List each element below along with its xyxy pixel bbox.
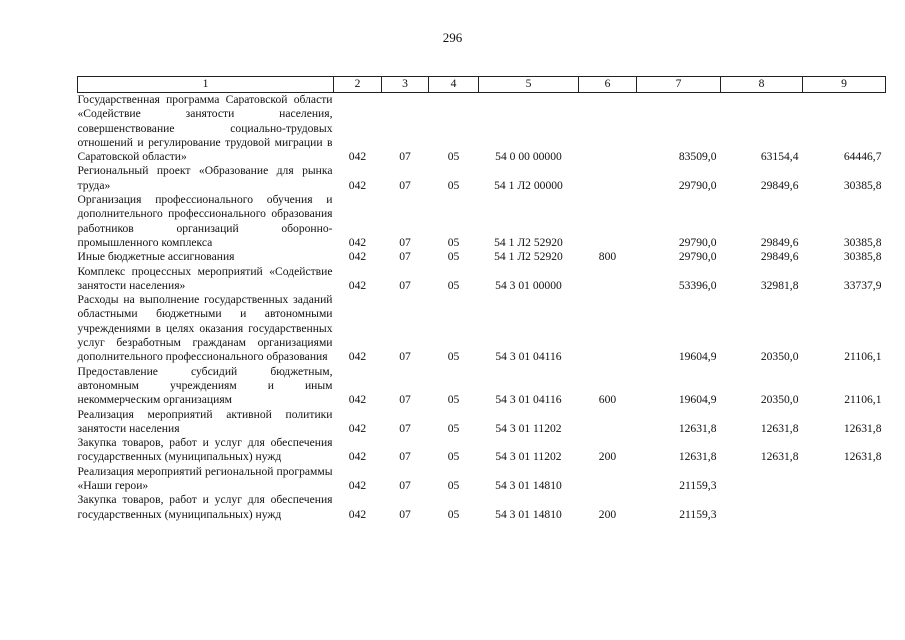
column-header: 7 bbox=[637, 77, 721, 93]
cell-amount-3: 12631,8 bbox=[843, 421, 882, 435]
table-row bbox=[78, 293, 886, 364]
cell-amount-1: 83509,0 bbox=[678, 150, 717, 164]
cell-target-article: 54 1 Л2 52920 bbox=[494, 250, 563, 264]
cell-code: 042 bbox=[348, 479, 367, 493]
cell-section: 07 bbox=[399, 507, 411, 521]
cell-amount-1: 29790,0 bbox=[678, 178, 717, 192]
cell-amount-1: 19604,9 bbox=[678, 350, 717, 364]
table-row bbox=[78, 436, 886, 465]
row-name: Иные бюджетные ассигнования bbox=[77, 250, 235, 264]
cell-subsection: 05 bbox=[447, 507, 460, 521]
cell-section: 07 bbox=[399, 421, 411, 435]
cell-subsection: 05 bbox=[447, 250, 460, 264]
cell-amount-3 bbox=[803, 493, 886, 522]
row-name: Предоставление субсидий бюджетным, автономным учреждениям и иным некоммерческим организациям bbox=[77, 364, 333, 407]
cell-code: 042 bbox=[348, 393, 367, 407]
column-header: 6 bbox=[579, 77, 637, 93]
table-row bbox=[78, 365, 886, 408]
column-header: 9 bbox=[803, 77, 886, 93]
cell-section: 07 bbox=[399, 250, 411, 264]
column-header: 2 bbox=[334, 77, 382, 93]
row-name: Реализация мероприятий активной политики занятости населения bbox=[77, 407, 333, 435]
budget-table bbox=[77, 76, 886, 522]
row-name: Региональный проект «Образование для рынка труда» bbox=[77, 164, 333, 192]
cell-amount-2: 32981,8 bbox=[760, 278, 799, 292]
cell-section: 07 bbox=[399, 278, 411, 292]
table-row bbox=[78, 493, 886, 522]
cell-expense-type bbox=[579, 193, 637, 250]
cell-subsection: 05 bbox=[447, 235, 460, 249]
cell-code: 042 bbox=[348, 350, 367, 364]
cell-code: 042 bbox=[348, 178, 367, 192]
cell-amount-1: 29790,0 bbox=[678, 250, 717, 264]
cell-amount-3: 30385,8 bbox=[843, 235, 882, 249]
cell-amount-2 bbox=[721, 465, 803, 494]
cell-code: 042 bbox=[348, 150, 367, 164]
table-body bbox=[78, 93, 886, 522]
cell-subsection: 05 bbox=[447, 421, 460, 435]
cell-amount-3: 12631,8 bbox=[843, 450, 882, 464]
column-header: 8 bbox=[721, 77, 803, 93]
cell-target-article: 54 1 Л2 00000 bbox=[494, 178, 563, 192]
cell-subsection: 05 bbox=[447, 479, 460, 493]
row-name: Государственная программа Саратовской области «Содействие занятости населения, совершенствование социально-трудовых отношений и регулирование трудовой миграции в Саратовской области» bbox=[77, 93, 333, 164]
cell-expense-type bbox=[579, 293, 637, 364]
cell-code: 042 bbox=[348, 235, 367, 249]
cell-section: 07 bbox=[399, 393, 411, 407]
cell-target-article: 54 0 00 00000 bbox=[495, 150, 562, 164]
table-row bbox=[78, 465, 886, 494]
table-row bbox=[78, 265, 886, 294]
cell-target-article: 54 3 01 11202 bbox=[495, 450, 562, 464]
cell-amount-2 bbox=[721, 493, 803, 522]
table-row bbox=[78, 193, 886, 250]
row-name: Реализация мероприятий региональной программы «Наши герои» bbox=[77, 464, 333, 493]
row-name: Комплекс процессных мероприятий «Содействие занятости населения» bbox=[77, 264, 333, 292]
cell-target-article: 54 3 01 00000 bbox=[495, 278, 562, 292]
cell-subsection: 05 bbox=[447, 450, 460, 464]
table-row bbox=[78, 164, 886, 193]
cell-target-article: 54 3 01 11202 bbox=[495, 421, 562, 435]
cell-subsection: 05 bbox=[447, 150, 460, 164]
cell-subsection: 05 bbox=[447, 178, 460, 192]
cell-amount-2: 63154,4 bbox=[760, 150, 799, 164]
cell-amount-1: 19604,9 bbox=[678, 393, 717, 407]
cell-code: 042 bbox=[348, 278, 367, 292]
cell-subsection: 05 bbox=[447, 278, 460, 292]
cell-amount-1: 12631,8 bbox=[678, 421, 717, 435]
cell-section: 07 bbox=[399, 235, 411, 249]
row-name: Организация профессионального обучения и дополнительного профессионального образования работников организаций оборонно-промышленного комплекса bbox=[77, 193, 333, 249]
column-header: 5 bbox=[479, 77, 579, 93]
cell-expense-type: 200 bbox=[598, 450, 617, 464]
cell-amount-3: 21106,1 bbox=[844, 350, 882, 364]
cell-amount-1: 29790,0 bbox=[678, 235, 717, 249]
cell-code: 042 bbox=[348, 421, 367, 435]
table-row bbox=[78, 250, 886, 264]
cell-amount-2: 20350,0 bbox=[760, 350, 799, 364]
cell-amount-1: 21159,3 bbox=[679, 479, 717, 493]
cell-section: 07 bbox=[399, 178, 411, 192]
cell-amount-2: 29849,6 bbox=[760, 250, 799, 264]
cell-expense-type bbox=[579, 265, 637, 294]
column-header: 4 bbox=[429, 77, 479, 93]
cell-expense-type bbox=[579, 93, 637, 165]
cell-expense-type: 200 bbox=[598, 507, 617, 521]
column-header: 3 bbox=[382, 77, 429, 93]
cell-amount-2: 29849,6 bbox=[760, 178, 799, 192]
cell-amount-1: 53396,0 bbox=[678, 278, 717, 292]
cell-code: 042 bbox=[348, 250, 367, 264]
cell-section: 07 bbox=[399, 350, 411, 364]
cell-target-article: 54 3 01 14810 bbox=[495, 479, 562, 493]
cell-subsection: 05 bbox=[447, 350, 460, 364]
column-header: 1 bbox=[78, 77, 334, 93]
table-row bbox=[78, 408, 886, 437]
cell-target-article: 54 3 01 04116 bbox=[495, 350, 562, 364]
cell-amount-3: 30385,8 bbox=[843, 178, 882, 192]
header-row bbox=[78, 77, 886, 93]
cell-target-article: 54 3 01 04116 bbox=[495, 393, 562, 407]
cell-section: 07 bbox=[399, 150, 411, 164]
cell-code: 042 bbox=[348, 507, 367, 521]
cell-amount-3: 21106,1 bbox=[844, 393, 882, 407]
cell-expense-type bbox=[579, 164, 637, 193]
cell-amount-3: 64446,7 bbox=[843, 150, 882, 164]
cell-amount-1: 12631,8 bbox=[678, 450, 717, 464]
row-name: Закупка товаров, работ и услуг для обеспечения государственных (муниципальных) нужд bbox=[77, 436, 333, 464]
table-row bbox=[78, 93, 886, 165]
cell-subsection: 05 bbox=[447, 393, 460, 407]
cell-amount-3 bbox=[803, 465, 886, 494]
cell-code: 042 bbox=[348, 450, 367, 464]
cell-expense-type: 800 bbox=[598, 250, 617, 264]
cell-section: 07 bbox=[399, 479, 411, 493]
cell-section: 07 bbox=[399, 450, 411, 464]
cell-expense-type bbox=[579, 465, 637, 494]
cell-expense-type: 600 bbox=[598, 393, 617, 407]
row-name: Расходы на выполнение государственных заданий областными бюджетными и автономными учреждениями в целях оказания государственных услуг безработным гражданам организациями дополнительного профессионального образования bbox=[77, 293, 333, 364]
cell-target-article: 54 3 01 14810 bbox=[495, 507, 562, 521]
page-number: 296 bbox=[442, 30, 463, 45]
cell-amount-3: 33737,9 bbox=[843, 278, 882, 292]
cell-amount-2: 20350,0 bbox=[760, 393, 799, 407]
cell-target-article: 54 1 Л2 52920 bbox=[494, 235, 563, 249]
cell-amount-2: 29849,6 bbox=[760, 235, 799, 249]
row-name: Закупка товаров, работ и услуг для обеспечения государственных (муниципальных) нужд bbox=[77, 493, 333, 521]
cell-amount-1: 21159,3 bbox=[679, 507, 717, 521]
cell-amount-2: 12631,8 bbox=[760, 450, 799, 464]
cell-amount-2: 12631,8 bbox=[760, 421, 799, 435]
cell-amount-3: 30385,8 bbox=[843, 250, 882, 264]
cell-expense-type bbox=[579, 408, 637, 437]
